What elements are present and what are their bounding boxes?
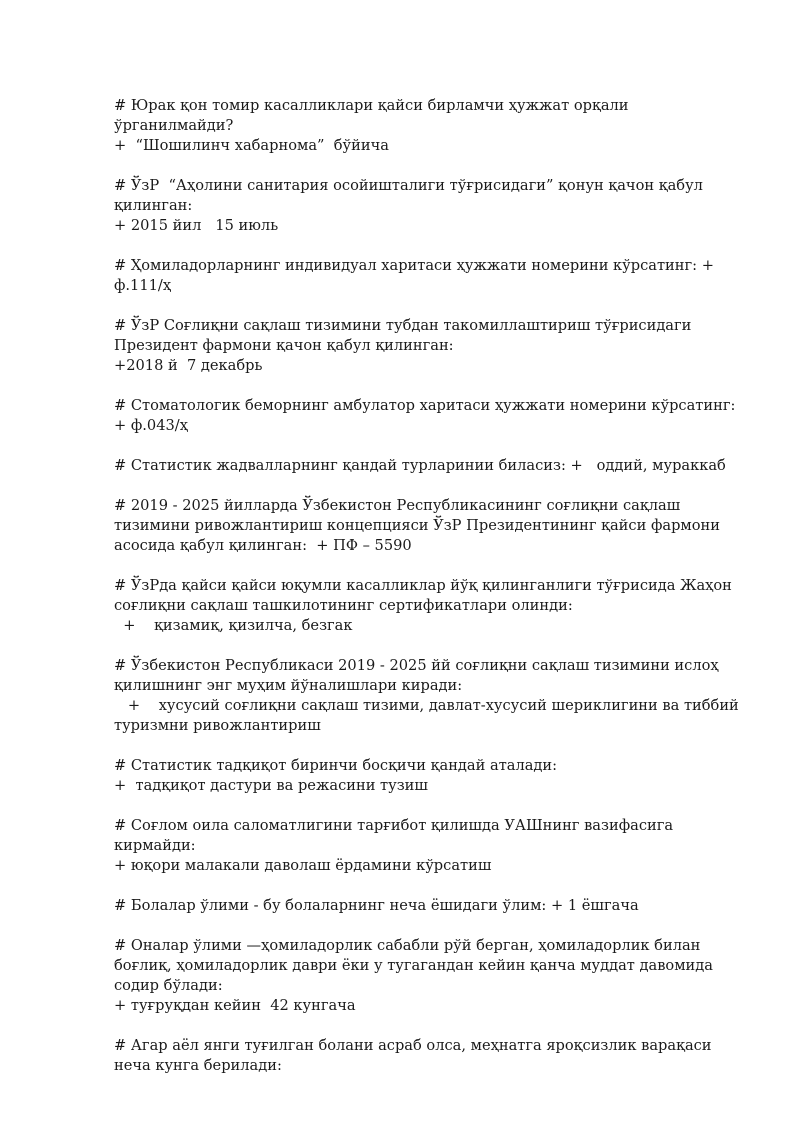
question-block [114,576,744,636]
question-text: # Ҳомиладорларнинг индивидуал харитаси ҳужжати номерини кўрсатинг: + ф.111/ҳ [114,257,719,294]
question-block [114,496,744,556]
question-text: # Соғлом оила саломатлигини тарғибот қилишда УАШнинг вазифасига кирмайди: [114,817,678,854]
question-block [114,96,744,156]
question-block [114,396,744,436]
answer-text: + “Шошилинч хабарнома” бўйича [114,137,389,154]
question-text: # ЎзРда қайси қайси юқумли касалликлар йўқ қилинганлиги тўғрисида Жаҳон соғлиқни сақлаш ташкилотининг сертификатлари олинди: [114,577,737,614]
question-text: # Агар аёл янги туғилган болани асраб олса, меҳнатга яроқсизлик варақаси неча кунга берилади: [114,1037,717,1074]
question-block [114,896,744,916]
question-text: # 2019 - 2025 йилларда Ўзбекистон Республикасининг соғлиқни сақлаш тизимини ривожлантириш концепцияси ЎзР Президентининг қайси фармони асосида қабул қилинган: + ПФ – 5590 [114,497,725,554]
question-block [114,656,744,736]
question-text: # ЎзР “Аҳолини санитария осойишталиги тўғрисидаги” қонун қачон қабул қилинган: [114,177,708,214]
answer-text: + 2015 йил 15 июль [114,217,279,234]
question-text: # Болалар ўлими - бу болаларнинг неча ёшидаги ўлим: + 1 ёшгача [114,897,639,914]
question-block [114,936,744,1016]
question-block [114,1036,744,1076]
answer-text: + қизамиқ, қизилча, безгак [114,617,353,634]
question-block [114,176,744,236]
question-block [114,256,744,296]
question-block [114,816,744,876]
question-text: # Статистик тадқиқот биринчи босқичи қандай аталади: [114,757,558,774]
document-body [114,96,744,1096]
answer-text: + тадқиқот дастури ва режасини тузиш [114,777,428,794]
question-text: # Ўзбекистон Республикаси 2019 - 2025 йй соғлиқни сақлаш тизимини ислоҳ қилишнинг энг муҳим йўналишлари киради: [114,657,724,694]
question-block [114,456,744,476]
question-text: # ЎзР Соғлиқни сақлаш тизимини тубдан такомиллаштириш тўғрисидаги Президент фармони қачон қабул қилинган: [114,317,697,354]
answer-text: +2018 й 7 декабрь [114,357,263,374]
answer-text: + юқори малакали даволаш ёрдамини кўрсатиш [114,857,492,874]
answer-text: + туғруқдан кейин 42 кунгача [114,997,356,1014]
answer-text: + хусусий соғлиқни сақлаш тизими, давлат-хусусий шериклигини ва тиббий туризмни ривожлантириш [114,697,744,734]
question-text: # Статистик жадвалларнинг қандай турларинии биласиз: + оддий, мураккаб [114,457,726,474]
question-text: # Оналар ўлими —ҳомиладорлик сабабли рўй берган, ҳомиладорлик билан боғлиқ, ҳомиладорлик даври ёки у тугагандан кейин қанча муддат давомида содир бўлади: [114,937,718,994]
question-text: # Стоматологик беморнинг амбулатор харитаси ҳужжати номерини кўрсатинг: + ф.043/ҳ [114,397,741,434]
question-block [114,756,744,796]
question-block [114,316,744,376]
question-text: # Юрак қон томир касалликлари қайси бирламчи ҳужжат орқали ўрганилмайди? [114,97,634,134]
